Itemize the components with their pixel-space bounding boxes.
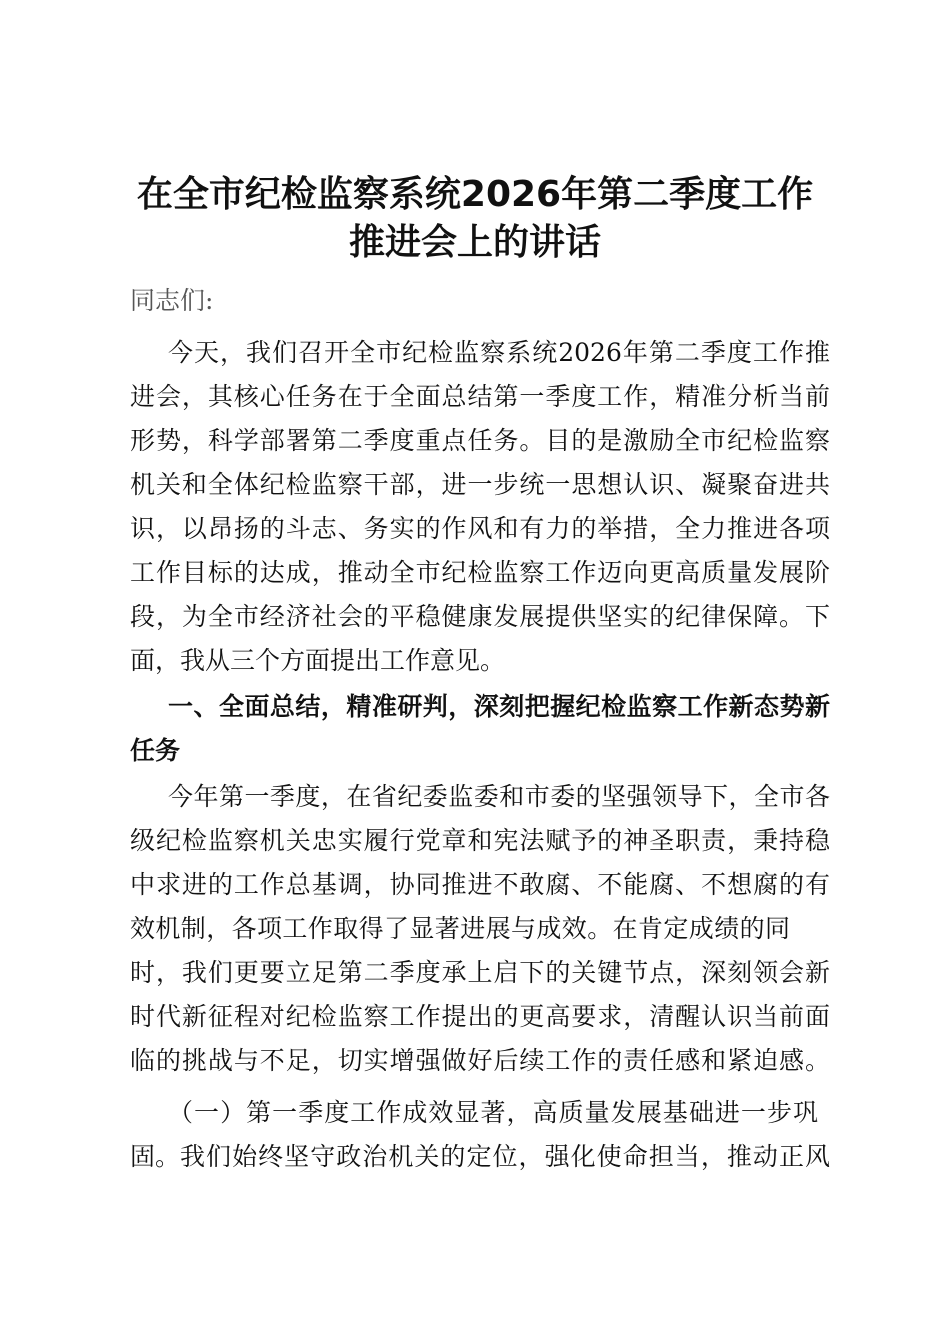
paragraph-line: 机关和全体纪检监察干部，进一步统一思想认识、凝聚奋进共 [130, 470, 830, 499]
paragraph-line: 级纪检监察机关忠实履行党章和宪法赋予的神圣职责，秉持稳 [130, 826, 830, 855]
paragraph-line: 效机制，各项工作取得了显著进展与成效。在肯定成绩的同 [130, 914, 790, 943]
subsection-heading-1: （一）第一季度工作成效显著，高质量发展基础进一步巩 [168, 1098, 818, 1127]
paragraph-line: 中求进的工作总基调，协同推进不敢腐、不能腐、不想腐的有 [130, 870, 830, 899]
paragraph-line: 今年第一季度，在省纪委监委和市委的坚强领导下，全市各 [168, 782, 830, 811]
paragraph-line: 形势，科学部署第二季度重点任务。目的是激励全市纪检监察 [130, 426, 830, 455]
paragraph-line: 今天，我们召开全市纪检监察系统2026年第二季度工作推 [168, 338, 830, 367]
paragraph-line: 工作目标的达成，推动全市纪检监察工作迈向更高质量发展阶 [130, 558, 830, 587]
paragraph-line: 段，为全市经济社会的平稳健康发展提供坚实的纪律保障。下 [130, 602, 830, 631]
paragraph-line: 面，我从三个方面提出工作意见。 [130, 646, 506, 675]
paragraph-line: 时，我们更要立足第二季度承上启下的关键节点，深刻领会新 [130, 958, 830, 987]
paragraph-line: 识，以昂扬的斗志、务实的作风和有力的举措，全力推进各项 [130, 514, 830, 543]
section-heading-1-cont: 任务 [130, 736, 181, 765]
subsection-heading-1-end: 固。 [130, 1142, 181, 1171]
section-heading-1: 一、全面总结，精准研判，深刻把握纪检监察工作新态势新 [168, 692, 830, 721]
paragraph-line: 临的挑战与不足，切实增强做好后续工作的责任感和紧迫感。 [130, 1046, 830, 1075]
document-title-line-1: 在全市纪检监察系统2026年第二季度工作 [136, 174, 814, 215]
greeting: 同志们: [130, 286, 214, 315]
document-title-line-2: 推进会上的讲话 [348, 222, 601, 263]
paragraph-line: 我们始终坚守政治机关的定位，强化使命担当，推动正风 [180, 1142, 830, 1171]
paragraph-line: 进会，其核心任务在于全面总结第一季度工作，精准分析当前 [130, 382, 830, 411]
paragraph-line: 时代新征程对纪检监察工作提出的更高要求，清醒认识当前面 [130, 1002, 830, 1031]
